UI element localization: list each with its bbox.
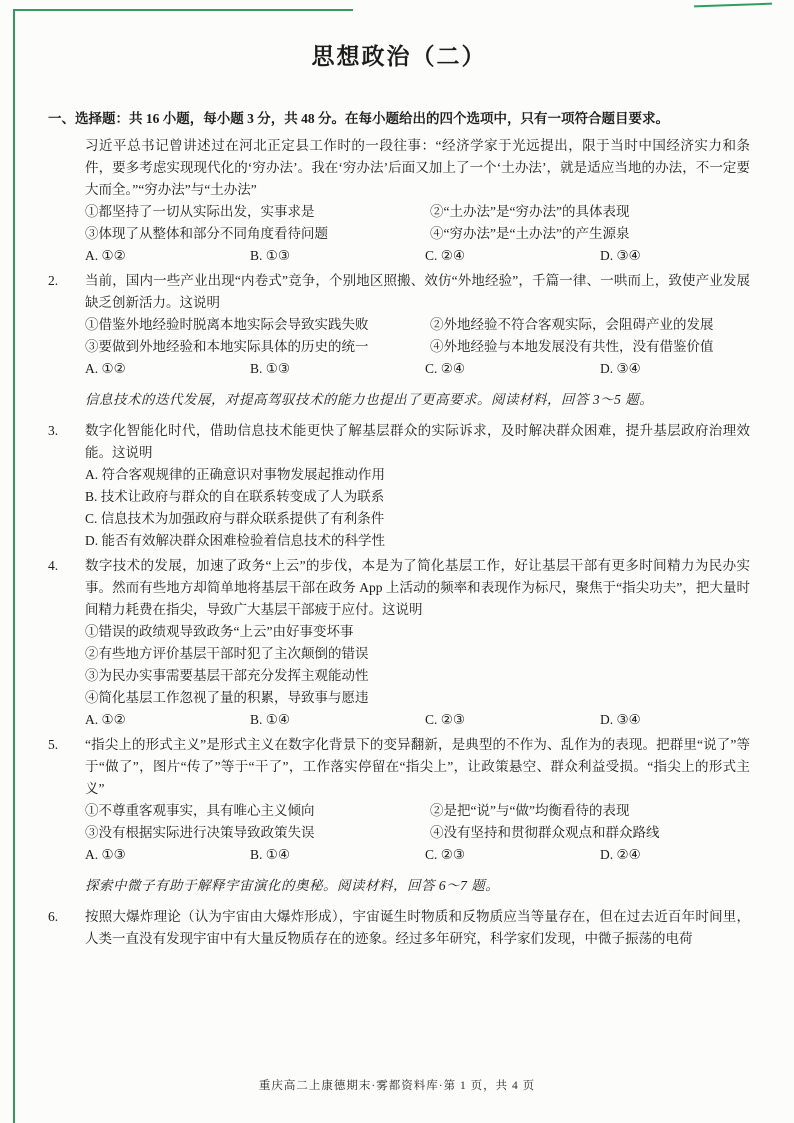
- question-5-answer-a: A. ①③: [85, 847, 126, 862]
- question-1-option-2: ②“土办法”是“穷办法”的具体表现: [430, 204, 630, 219]
- question-5-option-3: ③没有根据实际进行决策导致政策失误: [85, 825, 315, 840]
- question-3-option-b: B. 技术让政府与群众的自在联系转变成了人为联系: [85, 489, 385, 504]
- question-2-option-2: ②外地经验不符合客观实际，会阻碍产业的发展: [430, 317, 714, 332]
- question-1-option-4: ④“穷办法”是“土办法”的产生源泉: [430, 226, 630, 241]
- material-intro-1: 信息技术的迭代发展，对提高驾驭技术的能力也提出了更高要求。阅读材料，回答 3～5 题。: [85, 392, 654, 407]
- question-3-option-c: C. 信息技术为加强政府与群众联系提供了有利条件: [85, 511, 385, 526]
- question-4-number: 4.: [48, 558, 59, 573]
- question-1-option-row-2: [85, 223, 750, 245]
- question-1-answer-c: C. ②④: [425, 248, 465, 263]
- question-6: [48, 906, 750, 950]
- question-4-answer-b: B. ①④: [250, 712, 290, 727]
- question-2-answer-c: C. ②④: [425, 361, 465, 376]
- question-2-option-3: ③要做到外地经验和本地实际具体的历史的统一: [85, 339, 369, 354]
- question-5-option-1: ①不尊重客观事实，具有唯心主义倾向: [85, 803, 315, 818]
- question-1: [48, 135, 750, 267]
- question-4: [48, 555, 750, 731]
- question-5-answer-d: D. ②④: [600, 847, 641, 862]
- question-4-answer-d: D. ③④: [600, 712, 641, 727]
- question-2-option-row-2: [85, 336, 750, 358]
- question-2-answer-a: A. ①②: [85, 361, 126, 376]
- question-4-answer-a: A. ①②: [85, 712, 126, 727]
- question-2-answer-b: B. ①③: [250, 361, 290, 376]
- page-footer: 重庆高二上康德期末·雾都资料库·第 1 页，共 4 页: [258, 1080, 536, 1092]
- question-4-option-3: ③为民办实事需要基层干部充分发挥主观能动性: [85, 668, 369, 683]
- page-title: 思想政治（二）: [311, 44, 487, 69]
- question-5-number: 5.: [48, 737, 59, 752]
- question-1-answers: [85, 245, 750, 267]
- question-6-stem: 按照大爆炸理论（认为宇宙由大爆炸形成），宇宙诞生时物质和反物质应当等量存在，但在过去近百年时间里，人类一直没有发现宇宙中有大量反物质存在的迹象。经过多年研究，科学家们发现，中微子振荡的电荷: [85, 909, 750, 946]
- question-4-option-1: ①错误的政绩观导致政务“上云”由好事变坏事: [85, 624, 354, 639]
- question-2-answers: [85, 358, 750, 380]
- question-1-stem: 习近平总书记曾讲述过在河北正定县工作时的一段往事：“经济学家于光远提出，限于当时中国经济实力和条件，要多考虑实现现代化的‘穷办法’。我在‘穷办法’后面又加上了一个‘土办法’，就是适应当地的办法，不一定要大而全。”“穷办法”与“土办法”: [85, 138, 750, 197]
- question-4-answers: [85, 709, 750, 731]
- question-3-option-d: D. 能否有效解决群众困难检验着信息技术的科学性: [85, 533, 385, 548]
- question-3-stem: 数字化智能化时代，借助信息技术能更快了解基层群众的实际诉求，及时解决群众困难，提升基层政府治理效能。这说明: [85, 423, 750, 460]
- question-4-stem: 数字技术的发展，加速了政务“上云”的步伐，本是为了简化基层工作，好让基层干部有更多时间精力为民办实事。然而有些地方却简单地将基层干部在政务 App 上活动的频率和表现作为标尺，聚焦于“指尖功夫”，把大量时间精力耗费在指尖，导致广大基层干部疲于应付。这说明: [85, 558, 750, 617]
- question-1-option-row-1: [85, 201, 750, 223]
- question-5-answers: [85, 844, 750, 866]
- question-3: [48, 420, 750, 552]
- question-5-option-row-2: [85, 822, 750, 844]
- question-1-answer-a: A. ①②: [85, 248, 126, 263]
- material-intro-2: 探索中微子有助于解释宇宙演化的奥秘。阅读材料，回答 6～7 题。: [85, 878, 500, 893]
- section-header: 一、选择题：共 16 小题，每小题 3 分，共 48 分。在每小题给出的四个选项中，只有一项符合题目要求。: [48, 111, 669, 126]
- question-4-option-4: ④简化基层工作忽视了量的积累，导致事与愿违: [85, 690, 369, 705]
- question-5-option-2: ②是把“说”与“做”均衡看待的表现: [430, 803, 630, 818]
- question-5-option-4: ④没有坚持和贯彻群众观点和群众路线: [430, 825, 660, 840]
- question-1-option-1: ①都坚持了一切从实际出发，实事求是: [85, 204, 315, 219]
- question-1-answer-b: B. ①③: [250, 248, 290, 263]
- question-1-answer-d: D. ③④: [600, 248, 641, 263]
- question-3-number: 3.: [48, 423, 59, 438]
- question-5: [48, 734, 750, 866]
- question-1-number: [48, 135, 85, 267]
- question-2-answer-d: D. ③④: [600, 361, 641, 376]
- scan-border-top: [13, 9, 353, 11]
- question-5-stem: “指尖上的形式主义”是形式主义在数字化背景下的变异翻新，是典型的不作为、乱作为的表现。把群里“说了”等于“做了”，图片“传了”等于“干了”，工作落实停留在“指尖上”，让政策悬空、群众利益受损。“指尖上的形式主义”: [85, 737, 750, 796]
- question-5-option-row-1: [85, 800, 750, 822]
- question-2-number: 2.: [48, 273, 59, 288]
- question-3-option-a: A. 符合客观规律的正确意识对事物发展起推动作用: [85, 467, 385, 482]
- question-2-option-4: ④外地经验与本地发展没有共性，没有借鉴价值: [430, 339, 714, 354]
- question-5-answer-b: B. ①④: [250, 847, 290, 862]
- question-4-answer-c: C. ②③: [425, 712, 465, 727]
- question-2-option-row-1: [85, 314, 750, 336]
- question-2-stem: 当前，国内一些产业出现“内卷式”竞争，个别地区照搬、效仿“外地经验”，千篇一律、一哄而上，致使产业发展缺乏创新活力。这说明: [85, 273, 750, 310]
- question-1-option-3: ③体现了从整体和部分不同角度看待问题: [85, 226, 328, 241]
- question-4-option-2: ②有些地方评价基层干部时犯了主次颠倒的错误: [85, 646, 369, 661]
- question-2-option-1: ①借鉴外地经验时脱离本地实际会导致实践失败: [85, 317, 369, 332]
- question-5-answer-c: C. ②③: [425, 847, 465, 862]
- question-6-number: 6.: [48, 909, 59, 924]
- question-2: [48, 270, 750, 380]
- scan-border-left: [13, 9, 15, 1123]
